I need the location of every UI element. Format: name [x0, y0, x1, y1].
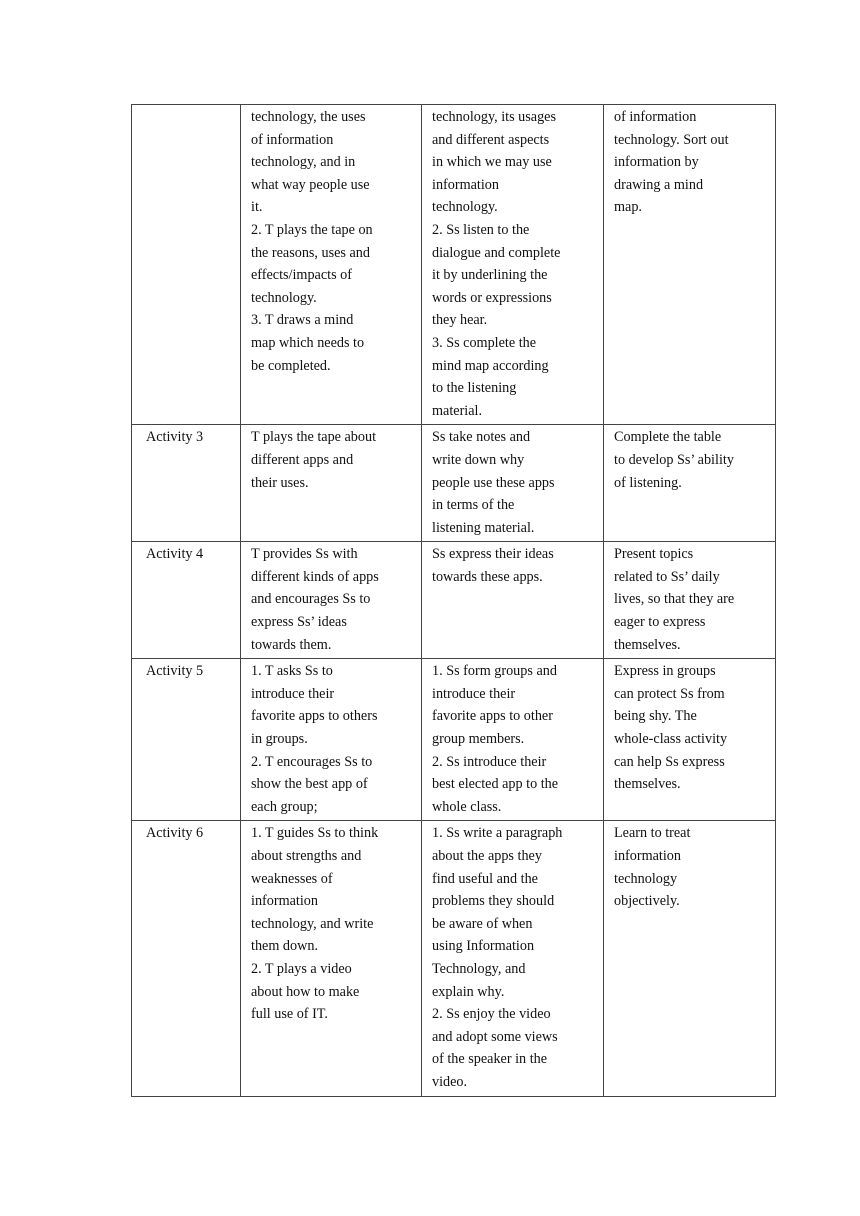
- student-activity-text-line: 2. Ss enjoy the video: [432, 1006, 551, 1023]
- student-activity-text-line: technology.: [432, 199, 498, 216]
- student-activity-text-line: Technology, and: [432, 960, 526, 977]
- table-row: [132, 425, 776, 542]
- student-activity-cell: [422, 425, 604, 542]
- purpose-text-line: themselves.: [614, 776, 681, 793]
- purpose-text-line: information: [614, 848, 681, 864]
- student-activity-text-line: in terms of the: [432, 497, 515, 514]
- teacher-activity-text-line: technology, and in: [251, 154, 356, 171]
- student-activity-text-line: Ss express their ideas: [432, 546, 554, 563]
- teacher-activity-text-line: full use of IT.: [251, 1006, 328, 1023]
- lesson-activities-table: [131, 104, 776, 1097]
- purpose-text-line: of information: [614, 109, 697, 125]
- purpose-text-line: lives, so that they are: [614, 591, 735, 608]
- teacher-activity-text-line: technology, and write: [251, 915, 374, 932]
- activity-label-cell: [132, 425, 241, 542]
- purpose-text-line: Learn to treat: [614, 825, 691, 842]
- activity-label: Activity 4: [146, 546, 204, 563]
- teacher-activity-text-line: what way people use: [251, 176, 370, 193]
- teacher-activity-text-line: 2. T plays a video: [251, 960, 352, 977]
- teacher-activity-cell: [241, 659, 422, 821]
- student-activity-text-line: problems they should: [432, 893, 555, 910]
- student-activity-text-line: find useful and the: [432, 870, 538, 887]
- teacher-activity-text-line: favorite apps to others: [251, 708, 378, 725]
- teacher-activity-text-line: different kinds of apps: [251, 568, 379, 585]
- table-row: [132, 105, 776, 425]
- teacher-activity-text-line: about how to make: [251, 983, 360, 1000]
- teacher-activity-text-line: it.: [251, 199, 263, 216]
- student-activity-text-line: information: [432, 176, 499, 193]
- student-activity-text-line: words or expressions: [432, 289, 552, 306]
- table-row: [132, 659, 776, 821]
- purpose-cell: [604, 542, 776, 659]
- purpose-text-line: to develop Ss’ ability: [614, 451, 734, 468]
- purpose-text-line: Complete the table: [614, 429, 722, 446]
- student-activity-text-line: mind map according: [432, 357, 549, 374]
- teacher-activity-text-line: T provides Ss with: [251, 546, 358, 563]
- student-activity-text-line: and different aspects: [432, 131, 550, 148]
- purpose-cell: [604, 105, 776, 425]
- purpose-text-line: can help Ss express: [614, 753, 725, 770]
- purpose-text-line: eager to express: [614, 614, 706, 631]
- student-activity-text-line: in which we may use: [432, 154, 552, 171]
- student-activity-text-line: 2. Ss listen to the: [432, 221, 530, 238]
- student-activity-text-line: 1. Ss write a paragraph: [432, 825, 563, 842]
- student-activity-text-line: dialogue and complete: [432, 244, 561, 261]
- student-activity-text-line: video.: [432, 1073, 468, 1090]
- teacher-activity-text-line: introduce their: [251, 685, 335, 702]
- teacher-activity-text-line: technology.: [251, 289, 317, 306]
- student-activity-text-line: 2. Ss introduce their: [432, 753, 547, 770]
- purpose-text-line: Express in groups: [614, 663, 716, 680]
- student-activity-text-line: and adopt some views: [432, 1028, 558, 1045]
- teacher-activity-text-line: of information: [251, 131, 334, 148]
- teacher-activity-text-line: the reasons, uses and: [251, 244, 370, 261]
- purpose-text-line: whole-class activity: [614, 731, 728, 748]
- teacher-activity-text-line: 2. T encourages Ss to: [251, 753, 373, 770]
- purpose-text-line: technology. Sort out: [614, 131, 729, 148]
- teacher-activity-text-line: about strengths and: [251, 848, 362, 864]
- teacher-activity-text-line: T plays the tape about: [251, 429, 377, 446]
- student-activity-text-line: 3. Ss complete the: [432, 334, 537, 351]
- activity-label-cell: [132, 542, 241, 659]
- teacher-activity-text-line: express Ss’ ideas: [251, 614, 347, 631]
- student-activity-text-line: listening material.: [432, 519, 535, 536]
- student-activity-text-line: be aware of when: [432, 915, 533, 932]
- student-activity-text-line: write down why: [432, 451, 525, 468]
- teacher-activity-text-line: map which needs to: [251, 334, 365, 351]
- purpose-text-line: related to Ss’ daily: [614, 568, 720, 585]
- student-activity-text-line: Ss take notes and: [432, 429, 531, 446]
- student-activity-cell: [422, 821, 604, 1096]
- teacher-activity-text-line: 3. T draws a mind: [251, 312, 354, 329]
- activity-label-cell: [132, 659, 241, 821]
- student-activity-text-line: material.: [432, 402, 483, 419]
- purpose-cell: [604, 821, 776, 1096]
- purpose-text-line: objectively.: [614, 893, 680, 910]
- purpose-text-line: being shy. The: [614, 708, 697, 725]
- purpose-text-line: technology: [614, 870, 678, 887]
- teacher-activity-cell: [241, 821, 422, 1096]
- activity-label-cell: [132, 821, 241, 1096]
- student-activity-cell: [422, 659, 604, 821]
- teacher-activity-text-line: be completed.: [251, 357, 331, 374]
- activity-label-cell: [132, 105, 241, 425]
- teacher-activity-cell: [241, 542, 422, 659]
- activity-label: Activity 6: [146, 825, 204, 842]
- teacher-activity-text-line: in groups.: [251, 731, 308, 748]
- student-activity-text-line: to the listening: [432, 380, 517, 397]
- student-activity-text-line: people use these apps: [432, 474, 555, 491]
- student-activity-text-line: towards these apps.: [432, 568, 543, 585]
- student-activity-cell: [422, 542, 604, 659]
- teacher-activity-text-line: weaknesses of: [251, 870, 333, 887]
- purpose-text-line: information by: [614, 154, 699, 171]
- teacher-activity-text-line: show the best app of: [251, 776, 368, 793]
- teacher-activity-text-line: each group;: [251, 798, 318, 815]
- purpose-text-line: themselves.: [614, 636, 681, 653]
- teacher-activity-text-line: and encourages Ss to: [251, 591, 371, 608]
- teacher-activity-text-line: 1. T asks Ss to: [251, 663, 333, 680]
- student-activity-text-line: about the apps they: [432, 848, 542, 864]
- table-body: [132, 105, 776, 1097]
- teacher-activity-text-line: 2. T plays the tape on: [251, 221, 373, 238]
- purpose-cell: [604, 659, 776, 821]
- student-activity-text-line: introduce their: [432, 685, 516, 702]
- student-activity-text-line: 1. Ss form groups and: [432, 663, 557, 680]
- student-activity-text-line: it by underlining the: [432, 267, 548, 284]
- purpose-text-line: of listening.: [614, 474, 682, 491]
- student-activity-text-line: favorite apps to other: [432, 708, 553, 725]
- student-activity-text-line: of the speaker in the: [432, 1051, 548, 1068]
- activity-label: Activity 3: [146, 429, 204, 446]
- student-activity-text-line: technology, its usages: [432, 109, 556, 125]
- table-row: [132, 542, 776, 659]
- student-activity-text-line: best elected app to the: [432, 776, 559, 793]
- purpose-text-line: drawing a mind: [614, 176, 704, 193]
- teacher-activity-text-line: towards them.: [251, 636, 332, 653]
- teacher-activity-text-line: 1. T guides Ss to think: [251, 825, 379, 842]
- teacher-activity-cell: [241, 105, 422, 425]
- student-activity-cell: [422, 105, 604, 425]
- purpose-text-line: can protect Ss from: [614, 685, 725, 702]
- teacher-activity-text-line: effects/impacts of: [251, 267, 352, 284]
- teacher-activity-cell: [241, 425, 422, 542]
- student-activity-text-line: using Information: [432, 938, 535, 955]
- activity-label: Activity 5: [146, 663, 204, 680]
- student-activity-text-line: group members.: [432, 731, 525, 748]
- student-activity-text-line: explain why.: [432, 983, 505, 1000]
- purpose-text-line: Present topics: [614, 546, 694, 563]
- purpose-cell: [604, 425, 776, 542]
- student-activity-text-line: they hear.: [432, 312, 488, 329]
- purpose-text-line: map.: [614, 199, 642, 216]
- teacher-activity-text-line: technology, the uses: [251, 109, 366, 125]
- teacher-activity-text-line: their uses.: [251, 474, 309, 491]
- table-row: [132, 821, 776, 1096]
- teacher-activity-text-line: them down.: [251, 938, 318, 955]
- teacher-activity-text-line: information: [251, 893, 318, 910]
- student-activity-text-line: whole class.: [432, 798, 502, 815]
- teacher-activity-text-line: different apps and: [251, 451, 354, 468]
